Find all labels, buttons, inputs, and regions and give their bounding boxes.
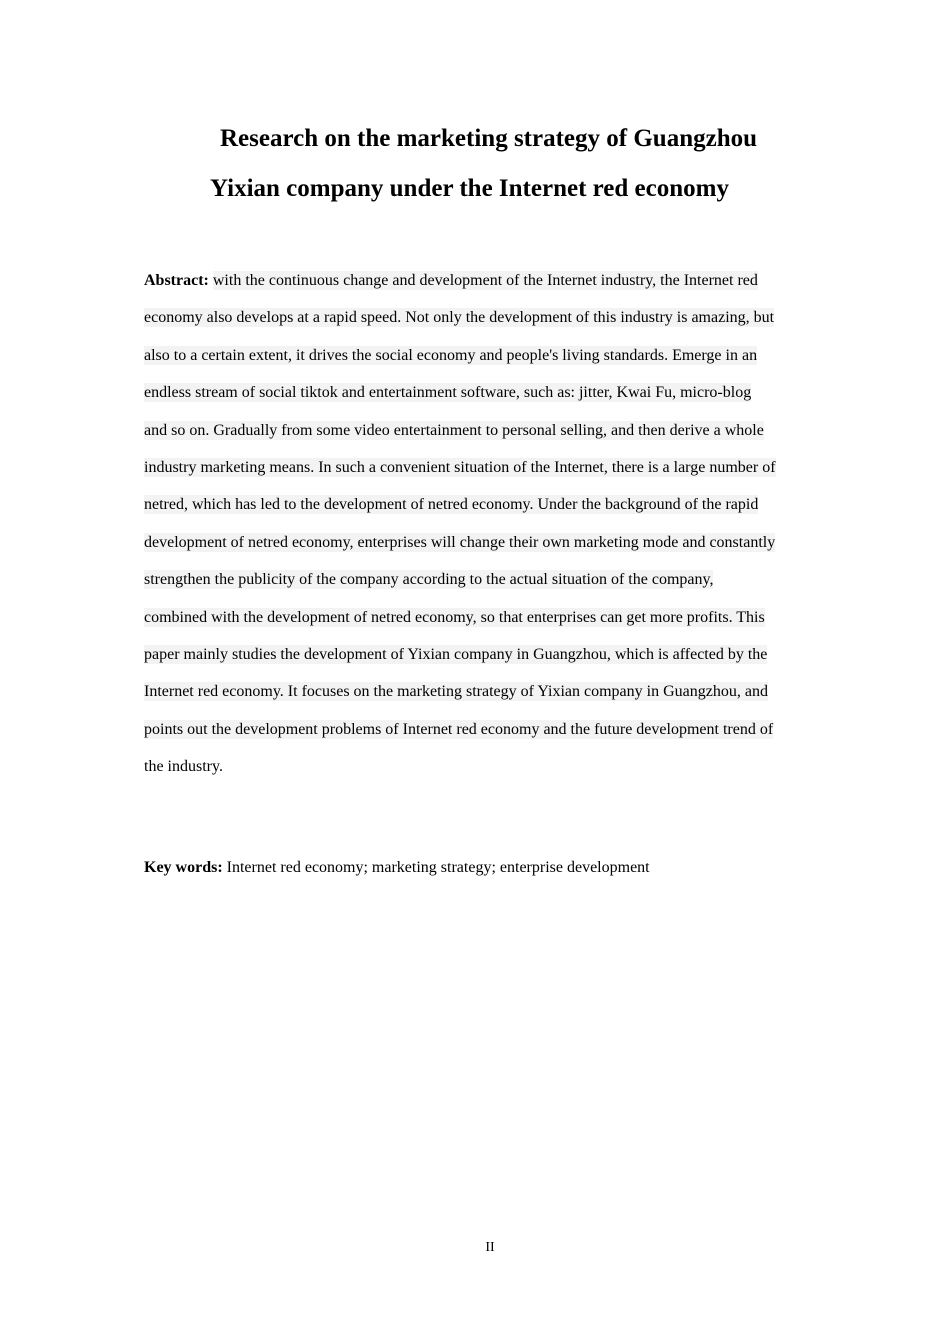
keywords-text: Internet red economy; marketing strategy; enterprise development: [226, 859, 650, 876]
abstract-text: strengthen the publicity of the company according to the actual situation of the company,: [144, 571, 714, 589]
abstract-text: the industry.: [144, 758, 223, 776]
abstract-line: [144, 599, 816, 636]
abstract-line: [144, 636, 816, 673]
abstract-line: [144, 486, 816, 523]
abstract-text: with the continuous change and development of the Internet industry, the Internet red: [212, 272, 758, 289]
abstract-text: Internet red economy. It focuses on the marketing strategy of Yixian company in Guangzhou, and: [144, 683, 768, 701]
abstract-section: [144, 262, 816, 785]
abstract-line: [144, 337, 816, 374]
abstract-text: endless stream of social tiktok and entertainment software, such as: jitter, Kwai Fu, micro-blog: [144, 384, 752, 402]
abstract-line: [144, 524, 816, 561]
abstract-line: [144, 299, 816, 336]
keywords-label: Key words:: [144, 859, 223, 876]
paper-title-line-2: Yixian company under the Internet red economy: [210, 175, 729, 202]
abstract-text: industry marketing means. In such a convenient situation of the Internet, there is a large number of: [144, 458, 776, 476]
abstract-line: [144, 449, 816, 486]
abstract-text: netred, which has led to the development of netred economy. Under the background of the rapid: [144, 496, 759, 514]
abstract-line: [144, 748, 816, 785]
abstract-text: combined with the development of netred economy, so that enterprises can get more profits. This: [144, 608, 765, 626]
keywords-section: [144, 856, 650, 880]
abstract-text: paper mainly studies the development of Yixian company in Guangzhou, which is affected by the: [144, 645, 768, 663]
abstract-line: [144, 262, 816, 299]
abstract-text: development of netred economy, enterprises will change their own marketing mode and constantly: [144, 533, 776, 551]
abstract-text: and so on. Gradually from some video entertainment to personal selling, and then derive a whole: [144, 421, 764, 439]
abstract-line: [144, 561, 816, 598]
page-number: II: [485, 1240, 495, 1255]
paper-title-line-1: Research on the marketing strategy of Guangzhou: [220, 125, 757, 152]
abstract-text: also to a certain extent, it drives the social economy and people's living standards. Emerge in an: [144, 346, 758, 364]
abstract-text: economy also develops at a rapid speed. Not only the development of this industry is amazing, but: [144, 309, 775, 327]
abstract-text: points out the development problems of Internet red economy and the future development trend of: [144, 720, 774, 738]
abstract-line: [144, 412, 816, 449]
abstract-line: [144, 374, 816, 411]
abstract-line: [144, 711, 816, 748]
abstract-line: [144, 673, 816, 710]
abstract-label: Abstract:: [144, 272, 209, 289]
